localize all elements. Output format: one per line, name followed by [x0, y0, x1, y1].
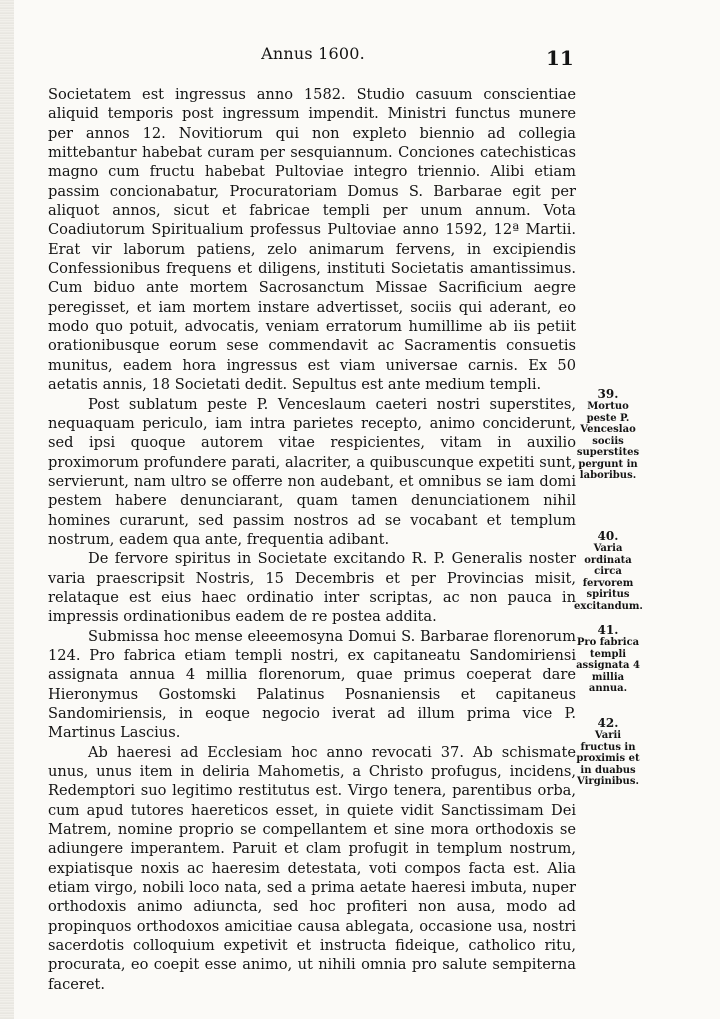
- paragraph-3: De fervore spiritus in Societate excitando R. P. Generalis noster varia praescripsit Nostris, 15 Decembris et per Provincias misit, relataque est eius haec ordinatio inter scriptas, ac non pauca in impressis ordinationibus eadem de re postea addita.: [48, 550, 576, 626]
- marginal-note-39: [574, 388, 642, 482]
- page-number: 11: [546, 46, 574, 70]
- marginal-note-number: 39.: [597, 387, 619, 401]
- marginal-note-number: 41.: [597, 623, 619, 637]
- marginal-note-text: Pro fabrica templi assignata 4 millia annua.: [576, 637, 640, 694]
- marginal-note-text: Varia ordinata circa fervorem spiritus excitandum.: [574, 543, 643, 612]
- marginal-note-text: Mortuo peste P. Venceslao sociis superstites pergunt in laboribus.: [576, 401, 640, 481]
- marginal-note-number: 42.: [597, 716, 619, 730]
- paragraph-5: Ab haeresi ad Ecclesiam hoc anno revocati 37. Ab schismate unus, unus item in deliria Mahometis, a Christo profugus, incidens, Redemptori suo legitimo restitutus est. Virgo tenera, parentibus orba, cum apud tutores haereticos esset, in quiete vidit Sanctissimam Dei Matrem, nomine proprio se compellantem et sine mora orthodoxis se adiungere imperantem. Paruit et clam profugit in templum nostrum, expiatisque noxis ac haeresim detestata, voti compos facta est. Alia etiam virgo, nobili loco nata, sed a prima aetate haeresi imbuta, nuper orthodoxis animo adiuncta, sed hoc profiteri non ausa, modo ad propinquos orthodoxos amicitiae causa ablegata, occasione usa, nostri sacerdotis colloquium expetivit et instructa fideique, catholico ritu, procurata, eo coepit esse animo, ut nihili omnia pro salute sempiterna faceret.: [48, 743, 576, 993]
- paragraph-2: Post sublatum peste P. Venceslaum caeteri nostri superstites, nequaquam periculo, iam intra parietes recepto, animo conciderunt, sed ipsi quoque autorem vitae respicientes, vitam in auxilio proximorum profundere parati, alacriter, a quibuscunque expetiti sunt, servierunt, nam ultro se offerre non audebant, et omnibus se iam domi pestem habere denunciarant, quam tamen denunciationem nihil homines curarunt, sed passim nostros ad se vocabant et templum nostrum, eadem qua ante, frequentia adibant.: [48, 395, 576, 548]
- marginal-note-number: 40.: [597, 529, 619, 543]
- marginal-note-40: [574, 530, 642, 612]
- paragraph-1: Societatem est ingressus anno 1582. Studio casuum conscientiae aliquid temporis post ingressum impendit. Ministri functus munere per annos 12. Novitiorum qui non expleto biennio ad collegia mittebantur habebat curam per sesquiannum. Conciones catechisticas magno cum fructu habebat Pultoviae integro triennio. Alibi etiam passim concionabatur, Procuratoriam Domus S. Barbarae egit per aliquot annos, sicut et fabricae templi per unum annum. Vota Coadiutorum Spiritualium professus Pultoviae anno 1592, 12ª Martii. Erat vir laborum patiens, zelo animarum fervens, in excipiendis Confessionibus frequens et diligens, instituti Societatis amantissimus. Cum biduo ante mortem Sacrosanctum Missae Sacrificium aegre peregisset, et iam mortem instare advertisset, sociis qui aderant, eo modo quo potuit, advocatis, veniam erratorum humillime ab iis petiit orationibusque eorum sese commendavit ac Sacramentis consuetis munitus, eadem hora ingressus est viam universae carnis. Ex 50 aetatis annis, 18 Societati dedit. Sepultus est ante medium templi.: [48, 86, 576, 394]
- book-spine-edge: [0, 0, 14, 1019]
- main-text-column: [48, 85, 576, 994]
- running-title: Annus 1600.: [261, 44, 365, 63]
- marginal-note-42: [574, 717, 642, 788]
- marginal-note-text: Varii fructus in proximis et in duabus Virginibus.: [576, 730, 640, 787]
- paragraph-4: Submissa hoc mense eleeemosyna Domui S. Barbarae florenorum 124. Pro fabrica etiam templi nostri, ex capitaneatu Sandomiriensi assignata annua 4 millia florenorum, quae primus coeperat dare Hieronymus Gostomski Palatinus Posnaniensis et capitaneus Sandomiriensis, in eoque negocio iverat ad illum prima vice P. Martinus Lascius.: [48, 627, 576, 742]
- marginal-note-41: [574, 624, 642, 695]
